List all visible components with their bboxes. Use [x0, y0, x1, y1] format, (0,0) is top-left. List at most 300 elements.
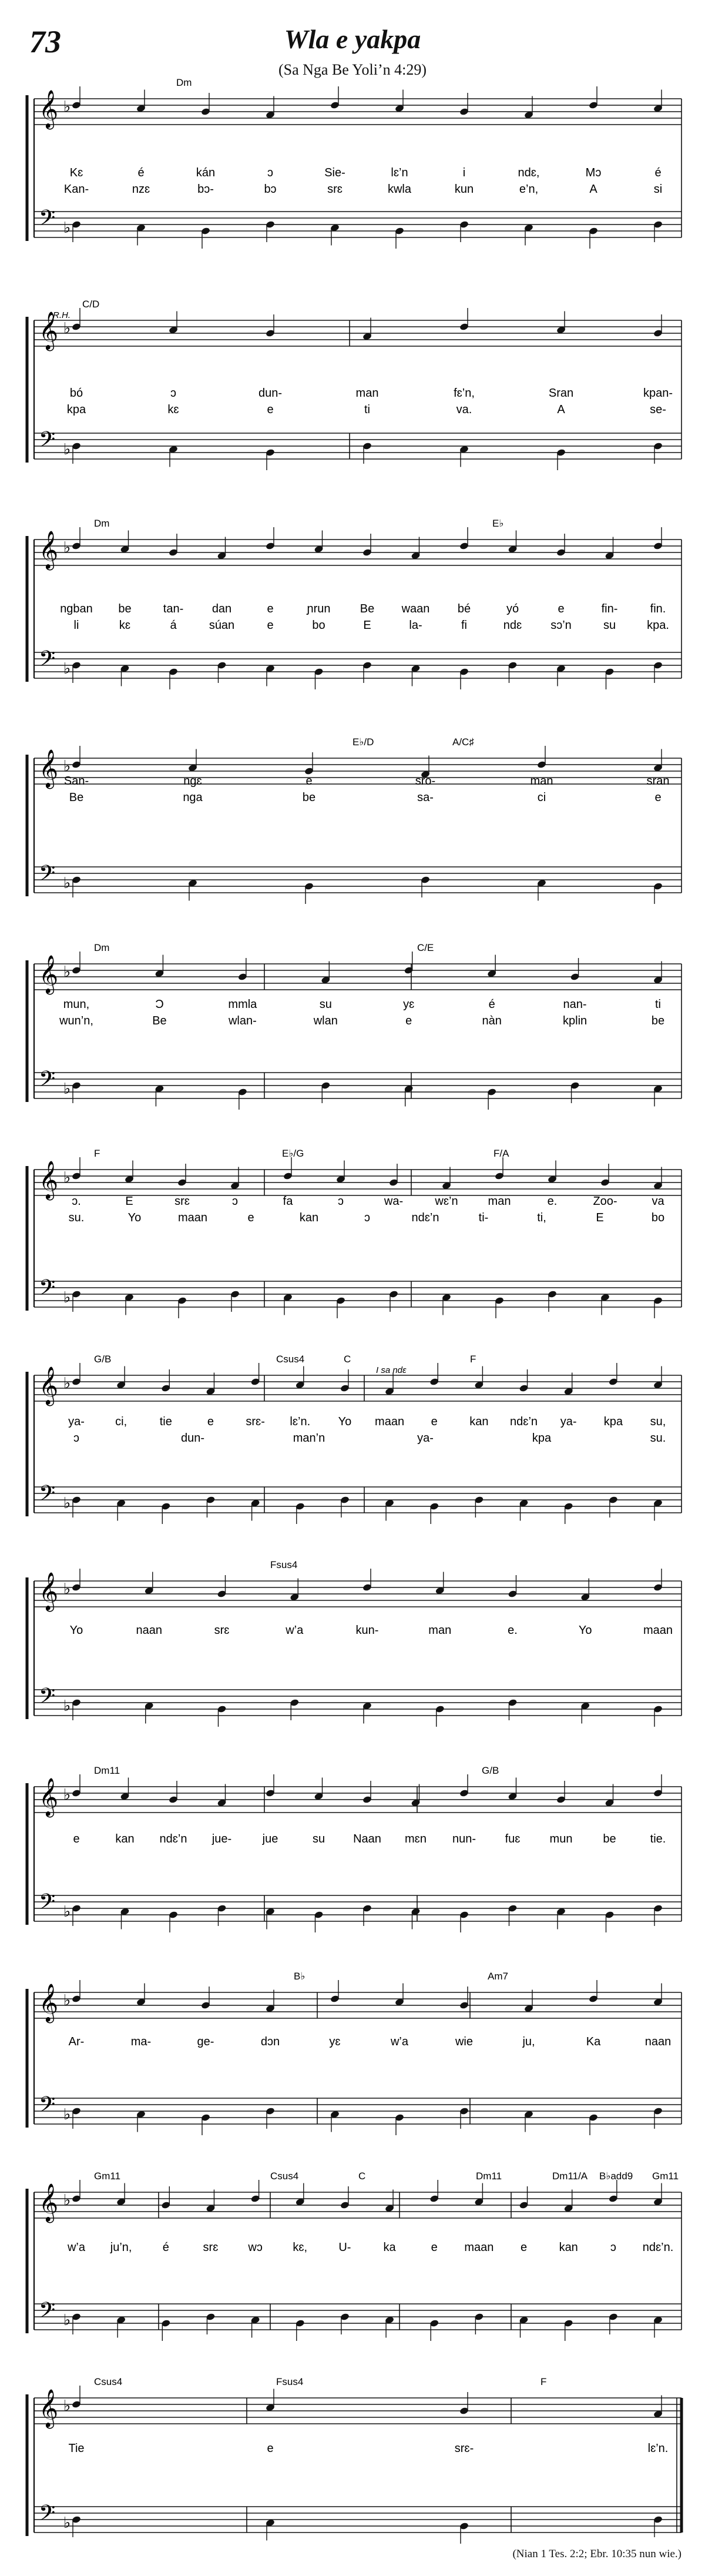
- key-flat-icon: ♭: [63, 1580, 71, 1597]
- lyric-syllable: dun-: [180, 1432, 205, 1445]
- lyric-syllable: kɛ: [167, 403, 179, 416]
- chord-symbol: Dm11: [94, 1765, 120, 1776]
- treble-staff: [34, 964, 682, 990]
- lyric-syllable: A: [589, 183, 597, 196]
- chord-symbol: Gm11: [652, 2170, 679, 2182]
- lyric-syllable: U-: [338, 2241, 351, 2254]
- lyric-syllable: kpa: [603, 1415, 623, 1428]
- lyric-syllable: mɛn: [405, 1833, 427, 1845]
- chord-symbol: F: [540, 2376, 547, 2387]
- lyric-syllable: kpa: [532, 1432, 552, 1445]
- chord-symbol: F/A: [494, 1148, 509, 1159]
- lyric-syllable: ci: [537, 791, 546, 804]
- lyric-syllable: Kan-: [63, 183, 89, 196]
- lyric-syllable: kpa.: [647, 619, 669, 632]
- lyric-syllable: be: [603, 1833, 616, 1845]
- lyric-syllable: maan: [177, 1211, 208, 1224]
- key-flat-icon: ♭: [63, 1991, 71, 2009]
- bass-staff: [34, 212, 682, 237]
- lyric-syllable: w’a: [390, 2035, 409, 2048]
- lyric-syllable: kɛ: [119, 619, 131, 632]
- lyric-syllable: lɛ’n.: [647, 2442, 669, 2455]
- lyric-syllable: ti: [655, 998, 661, 1011]
- lyric-syllable: ɔ: [338, 1195, 344, 1208]
- lyric-syllable: e: [654, 791, 662, 804]
- chord-symbol: Gm11: [94, 2170, 121, 2182]
- lyric-syllable: ma-: [130, 2035, 152, 2048]
- lyric-syllable: súan: [209, 619, 235, 632]
- lyric-syllable: ɔ: [170, 387, 176, 400]
- chord-symbol: A/C♯: [452, 736, 474, 748]
- lyric-syllable: fɛ’n,: [454, 387, 475, 400]
- lyric-syllable: ndɛ’n: [411, 1211, 439, 1224]
- bass-clef-icon: 𝄢: [39, 206, 56, 235]
- lyric-syllable: ndɛ: [503, 619, 522, 632]
- chord-symbol: Csus4: [276, 1354, 305, 1365]
- lyric-syllable: lɛ’n: [391, 166, 408, 179]
- lyric-syllable: kan: [299, 1211, 319, 1224]
- lyric-syllable: ya-: [560, 1415, 577, 1428]
- chord-symbol: F: [94, 1148, 100, 1159]
- lyric-syllable: maan: [643, 1624, 673, 1637]
- chord-symbol: Fsus4: [270, 1559, 298, 1570]
- lyric-syllable: e: [520, 2241, 528, 2254]
- lyric-syllable: Yo: [338, 1415, 352, 1428]
- bass-clef-icon: 𝄢: [39, 1684, 56, 1713]
- music-system: [27, 2170, 682, 2341]
- bass-clef-icon: 𝄢: [39, 862, 56, 890]
- chord-symbol: Dm11: [476, 2170, 502, 2182]
- bass-clef-icon: 𝄢: [39, 1276, 56, 1305]
- chord-symbol: Dm: [176, 77, 192, 88]
- bass-clef-icon: 𝄢: [39, 1482, 56, 1510]
- lyric-syllable: nan-: [563, 998, 587, 1011]
- footer-reference: (Nian 1 Tes. 2:2; Ebr. 10:35 nun wie.): [512, 2548, 682, 2560]
- music-system: [27, 1354, 682, 1524]
- lyric-syllable: é: [162, 2241, 169, 2254]
- lyric-syllable: ju,: [522, 2035, 535, 2048]
- key-flat-icon: ♭: [63, 1494, 71, 1512]
- lyric-syllable: E: [125, 1195, 133, 1208]
- lyric-syllable: kun: [454, 183, 474, 196]
- lyric-syllable: e: [267, 602, 274, 615]
- key-flat-icon: ♭: [63, 1080, 71, 1097]
- lyric-syllable: kán: [196, 166, 216, 179]
- chord-symbol: E♭/G: [282, 1148, 304, 1159]
- chord-symbol: Fsus4: [276, 2376, 304, 2387]
- lyric-syllable: man’n: [293, 1432, 325, 1445]
- lyric-syllable: tan-: [163, 602, 184, 615]
- key-flat-icon: ♭: [63, 659, 71, 677]
- treble-clef-icon: 𝄞: [39, 311, 59, 349]
- lyric-syllable: sran: [646, 775, 670, 788]
- lyric-syllable: ju’n,: [110, 2241, 132, 2254]
- music-system: [27, 1971, 682, 2135]
- treble-staff: [34, 2398, 682, 2424]
- lyric-syllable: kan: [469, 1415, 489, 1428]
- lyric-syllable: e: [267, 2442, 274, 2455]
- treble-clef-icon: 𝄞: [39, 1984, 59, 2021]
- lyric-syllable: ge-: [197, 2035, 214, 2048]
- lyric-syllable: maan: [464, 2241, 494, 2254]
- lyric-syllable: bo: [312, 619, 325, 632]
- lyric-syllable: kɛ,: [293, 2241, 308, 2254]
- lyric-syllable: Be: [69, 791, 84, 804]
- lyric-syllable: Naan: [353, 1833, 381, 1845]
- lyric-syllable: fi: [461, 619, 467, 632]
- lyric-syllable: la-: [409, 619, 422, 632]
- lyric-syllable: tie.: [650, 1833, 666, 1845]
- chord-symbol: F: [470, 1354, 476, 1365]
- treble-clef-icon: 𝄞: [39, 1366, 59, 1403]
- key-flat-icon: ♭: [63, 1697, 71, 1714]
- lyric-syllable: bo: [651, 1211, 665, 1224]
- bass-staff: [34, 2304, 682, 2330]
- performance-annotation: I sa ndɛ: [376, 1365, 407, 1375]
- lyric-syllable: e: [306, 775, 313, 788]
- lyric-syllable: é: [488, 998, 495, 1011]
- lyric-syllable: man: [355, 387, 379, 400]
- treble-staff: [34, 1375, 682, 1401]
- lyric-syllable: w’a: [67, 2241, 86, 2254]
- chord-symbol: E♭/D: [352, 736, 374, 748]
- lyric-syllable: fin-: [601, 602, 618, 615]
- lyric-syllable: ngban: [60, 602, 93, 615]
- hymn-title: Wla e yakpa: [284, 24, 421, 54]
- treble-clef-icon: 𝄞: [39, 1161, 59, 1198]
- treble-clef-icon: 𝄞: [39, 1778, 59, 1815]
- lyric-syllable: e’n,: [519, 183, 539, 196]
- lyric-syllable: e: [73, 1833, 80, 1845]
- lyric-syllable: ɔ.: [72, 1195, 81, 1208]
- lyric-syllable: kpa: [66, 403, 86, 416]
- bass-staff: [34, 2098, 682, 2124]
- lyric-syllable: su: [312, 1833, 325, 1845]
- lyric-syllable: Mɔ: [585, 166, 602, 179]
- treble-clef-icon: 𝄞: [39, 2183, 59, 2220]
- lyric-syllable: srɛ: [174, 1195, 190, 1208]
- lyric-syllable: su: [319, 998, 332, 1011]
- treble-staff: [34, 1787, 682, 1813]
- lyric-syllable: kpan-: [643, 387, 673, 400]
- lyric-syllable: srɛ: [327, 183, 343, 196]
- lyric-syllable: i: [462, 166, 466, 179]
- lyric-syllable: yɛ: [329, 2035, 341, 2048]
- treble-clef-icon: 𝄞: [39, 2389, 59, 2426]
- lyric-syllable: Sie-: [324, 166, 345, 179]
- lyric-syllable: e: [267, 403, 274, 416]
- lyric-syllable: San-: [63, 775, 89, 788]
- lyric-syllable: Be: [152, 1014, 167, 1027]
- lyric-syllable: li: [73, 619, 79, 632]
- lyric-syllable: maan: [375, 1415, 405, 1428]
- key-flat-icon: ♭: [63, 1288, 71, 1306]
- key-flat-icon: ♭: [63, 98, 71, 115]
- lyric-syllable: e: [267, 619, 274, 632]
- lyric-syllable: ndɛ’n.: [642, 2241, 674, 2254]
- music-system: [27, 1148, 682, 1318]
- lyric-syllable: bé: [457, 602, 471, 615]
- lyric-syllable: man: [488, 1195, 511, 1208]
- lyric-syllable: é: [654, 166, 662, 179]
- lyric-syllable: dɔn: [260, 2035, 280, 2048]
- lyric-syllable: sɔ’n: [550, 619, 572, 632]
- lyric-syllable: ya-: [417, 1432, 434, 1445]
- lyric-syllable: Tie: [68, 2442, 85, 2455]
- lyric-syllable: fuɛ: [505, 1833, 521, 1845]
- lyric-syllable: mun,: [63, 998, 90, 1011]
- lyric-syllable: w’a: [286, 1624, 304, 1637]
- bass-staff: [34, 433, 682, 459]
- lyric-syllable: ɔ: [267, 166, 273, 179]
- lyric-syllable: kan: [559, 2241, 578, 2254]
- lyric-syllable: ɔ: [73, 1432, 79, 1445]
- treble-clef-icon: 𝄞: [39, 90, 59, 127]
- lyric-syllable: e: [207, 1415, 214, 1428]
- chord-symbol: Dm: [94, 942, 110, 953]
- music-system: [27, 1559, 682, 1727]
- lyric-syllable: E: [596, 1211, 604, 1224]
- treble-clef-icon: 𝄞: [39, 1572, 59, 1609]
- music-system: [27, 1765, 682, 1932]
- scripture-reference: (Sa Nga Be Yoli’n 4:29): [278, 61, 427, 78]
- lyric-syllable: kplin: [563, 1014, 588, 1027]
- lyric-syllable: Yo: [69, 1624, 83, 1637]
- lyric-syllable: man: [428, 1624, 452, 1637]
- lyric-syllable: e: [558, 602, 565, 615]
- lyric-syllable: mmla: [228, 998, 257, 1011]
- treble-staff: [34, 99, 682, 125]
- bass-clef-icon: 𝄢: [39, 1067, 56, 1096]
- chord-symbol: Dm11/A: [552, 2170, 588, 2182]
- music-system: [27, 299, 682, 470]
- treble-staff: [34, 540, 682, 565]
- lyric-syllable: wlan: [313, 1014, 338, 1027]
- lyric-syllable: A: [557, 403, 565, 416]
- lyric-syllable: naan: [644, 2035, 672, 2048]
- lyric-syllable: nga: [183, 791, 203, 804]
- lyric-syllable: Ar-: [68, 2035, 85, 2048]
- lyric-syllable: ndɛ’n: [159, 1833, 187, 1845]
- lyric-syllable: nàn: [482, 1014, 502, 1027]
- lyric-syllable: e.: [508, 1624, 518, 1637]
- lyric-syllable: e: [247, 1211, 254, 1224]
- key-flat-icon: ♭: [63, 440, 71, 458]
- lyric-syllable: va: [652, 1195, 664, 1208]
- lyric-syllable: jue: [262, 1833, 278, 1845]
- lyric-syllable: dun-: [258, 387, 283, 400]
- lyric-syllable: bɔ: [264, 183, 277, 196]
- lyric-syllable: ɔ: [364, 1211, 370, 1224]
- lyric-syllable: ndɛ,: [518, 166, 540, 179]
- bass-clef-icon: 𝄢: [39, 428, 56, 457]
- lyric-syllable: Yo: [578, 1624, 592, 1637]
- chord-symbol: Am7: [488, 1971, 508, 1982]
- lyric-syllable: ɔ: [610, 2241, 616, 2254]
- bass-clef-icon: 𝄢: [39, 2093, 56, 2122]
- lyric-syllable: yó: [506, 602, 519, 615]
- lyric-syllable: jue-: [212, 1833, 232, 1845]
- music-system: [27, 518, 682, 689]
- lyric-syllable: ci,: [115, 1415, 127, 1428]
- key-flat-icon: ♭: [63, 1374, 71, 1392]
- lyric-syllable: sa-: [417, 791, 434, 804]
- chord-symbol: E♭: [492, 518, 504, 529]
- lyric-syllable: ti,: [537, 1211, 546, 1224]
- lyric-syllable: e: [431, 1415, 438, 1428]
- lyric-syllable: ka: [383, 2241, 396, 2254]
- chord-symbol: C: [344, 1354, 351, 1365]
- bass-clef-icon: 𝄢: [39, 2299, 56, 2327]
- treble-clef-icon: 𝄞: [39, 749, 59, 786]
- treble-staff: [34, 1581, 682, 1607]
- lyric-syllable: srɛ-: [454, 2442, 474, 2455]
- treble-staff: [34, 2192, 682, 2218]
- bass-staff: [34, 1690, 682, 1716]
- key-flat-icon: ♭: [63, 1902, 71, 1920]
- chord-symbol: B♭add9: [599, 2170, 633, 2182]
- lyric-syllable: ti-: [478, 1211, 489, 1224]
- lyric-syllable: nun-: [452, 1833, 476, 1845]
- bass-staff: [34, 2507, 682, 2533]
- lyric-syllable: dan: [212, 602, 232, 615]
- lyric-syllable: Ka: [586, 2035, 601, 2048]
- music-system: [27, 2376, 682, 2544]
- lyric-syllable: man: [530, 775, 553, 788]
- lyric-syllable: Kɛ: [69, 166, 83, 179]
- lyric-syllable: Sran: [548, 387, 574, 400]
- bass-staff: [34, 652, 682, 678]
- lyric-syllable: wɛ’n: [435, 1195, 458, 1208]
- lyric-syllable: kan: [115, 1833, 135, 1845]
- key-flat-icon: ♭: [63, 2397, 71, 2414]
- bass-clef-icon: 𝄢: [39, 2501, 56, 2530]
- key-flat-icon: ♭: [63, 219, 71, 236]
- lyric-syllable: si: [653, 183, 663, 196]
- lyric-syllable: wie: [455, 2035, 474, 2048]
- lyric-syllable: waan: [401, 602, 430, 615]
- bass-staff: [34, 867, 682, 893]
- key-flat-icon: ♭: [63, 2311, 71, 2329]
- lyric-syllable: fa: [283, 1195, 293, 1208]
- music-system: [27, 942, 682, 1110]
- lyric-syllable: wɔ: [248, 2241, 263, 2254]
- key-flat-icon: ♭: [63, 1786, 71, 1803]
- lyric-syllable: Be: [360, 602, 375, 615]
- lyric-syllable: va.: [456, 403, 472, 416]
- treble-clef-icon: 𝄞: [39, 531, 59, 568]
- key-flat-icon: ♭: [63, 2514, 71, 2531]
- bass-staff: [34, 1073, 682, 1098]
- key-flat-icon: ♭: [63, 538, 71, 556]
- lyric-syllable: Zoo-: [593, 1195, 617, 1208]
- chord-symbol: C/D: [82, 299, 100, 310]
- lyric-syllable: se-: [650, 403, 666, 416]
- lyric-syllable: ɲrun: [307, 602, 331, 615]
- lyric-syllable: su.: [68, 1211, 85, 1224]
- treble-staff: [34, 758, 682, 784]
- lyric-syllable: ndɛ’n: [510, 1415, 538, 1428]
- treble-staff: [34, 320, 682, 346]
- treble-staff: [34, 1992, 682, 2018]
- treble-staff: [34, 1170, 682, 1195]
- key-flat-icon: ♭: [63, 874, 71, 892]
- lyric-syllable: be: [118, 602, 132, 615]
- chord-symbol: G/B: [482, 1765, 499, 1776]
- chord-symbol: Csus4: [94, 2376, 123, 2387]
- bass-staff: [34, 1895, 682, 1921]
- chord-symbol: G/B: [94, 1354, 112, 1365]
- key-flat-icon: ♭: [63, 319, 71, 337]
- lyric-syllable: bó: [69, 387, 83, 400]
- lyric-syllable: yɛ: [403, 998, 415, 1011]
- lyric-syllable: tie: [159, 1415, 172, 1428]
- lyric-syllable: é: [137, 166, 145, 179]
- bass-clef-icon: 𝄢: [39, 647, 56, 676]
- lyric-syllable: be: [302, 791, 316, 804]
- lyric-syllable: su.: [650, 1432, 666, 1445]
- lyric-syllable: e: [405, 1014, 412, 1027]
- chord-symbol: C/E: [417, 942, 434, 953]
- chord-symbol: Dm: [94, 518, 110, 529]
- lyric-syllable: nzɛ: [132, 183, 150, 196]
- bass-staff: [34, 1487, 682, 1513]
- lyric-syllable: su,: [650, 1415, 666, 1428]
- key-flat-icon: ♭: [63, 757, 71, 775]
- lyric-syllable: srɛ: [214, 1624, 230, 1637]
- lyric-syllable: e.: [547, 1195, 558, 1208]
- key-flat-icon: ♭: [63, 963, 71, 980]
- lyric-syllable: kun-: [355, 1624, 379, 1637]
- music-system: [27, 736, 682, 904]
- lyric-syllable: wun’n,: [59, 1014, 93, 1027]
- lyric-syllable: ngɛ: [183, 775, 202, 788]
- bass-staff: [34, 1281, 682, 1307]
- lyric-syllable: su: [603, 619, 616, 632]
- key-flat-icon: ♭: [63, 2105, 71, 2123]
- lyric-syllable: be: [651, 1014, 665, 1027]
- lyric-syllable: ɔ: [232, 1195, 238, 1208]
- lyric-syllable: kwla: [387, 183, 412, 196]
- chord-symbol: B♭: [294, 1971, 306, 1982]
- lyric-syllable: bɔ-: [197, 183, 214, 196]
- lyric-syllable: naan: [136, 1624, 162, 1637]
- lyric-syllable: á: [170, 619, 177, 632]
- lyric-syllable: ti: [364, 403, 370, 416]
- music-system: [27, 77, 682, 249]
- lyric-syllable: Ɔ: [155, 998, 164, 1011]
- lyric-syllable: lɛ’n.: [290, 1415, 311, 1428]
- lyric-syllable: E: [363, 619, 371, 632]
- chord-symbol: Csus4: [270, 2170, 299, 2182]
- lyric-syllable: mun: [549, 1833, 573, 1845]
- lyric-syllable: srɛ: [203, 2241, 219, 2254]
- lyric-syllable: wa-: [384, 1195, 404, 1208]
- key-flat-icon: ♭: [63, 2191, 71, 2209]
- hymn-number: 73: [29, 24, 61, 59]
- lyric-syllable: fin.: [650, 602, 666, 615]
- lyric-syllable: sro-: [415, 775, 436, 788]
- bass-clef-icon: 𝄢: [39, 1890, 56, 1919]
- lyric-syllable: ya-: [68, 1415, 85, 1428]
- chord-symbol: C: [358, 2170, 366, 2182]
- treble-clef-icon: 𝄞: [39, 955, 59, 992]
- lyric-syllable: wlan-: [228, 1014, 257, 1027]
- key-flat-icon: ♭: [63, 1168, 71, 1186]
- lyric-syllable: Yo: [127, 1211, 142, 1224]
- performance-annotation: R.H.: [53, 310, 70, 320]
- lyric-syllable: srɛ-: [246, 1415, 265, 1428]
